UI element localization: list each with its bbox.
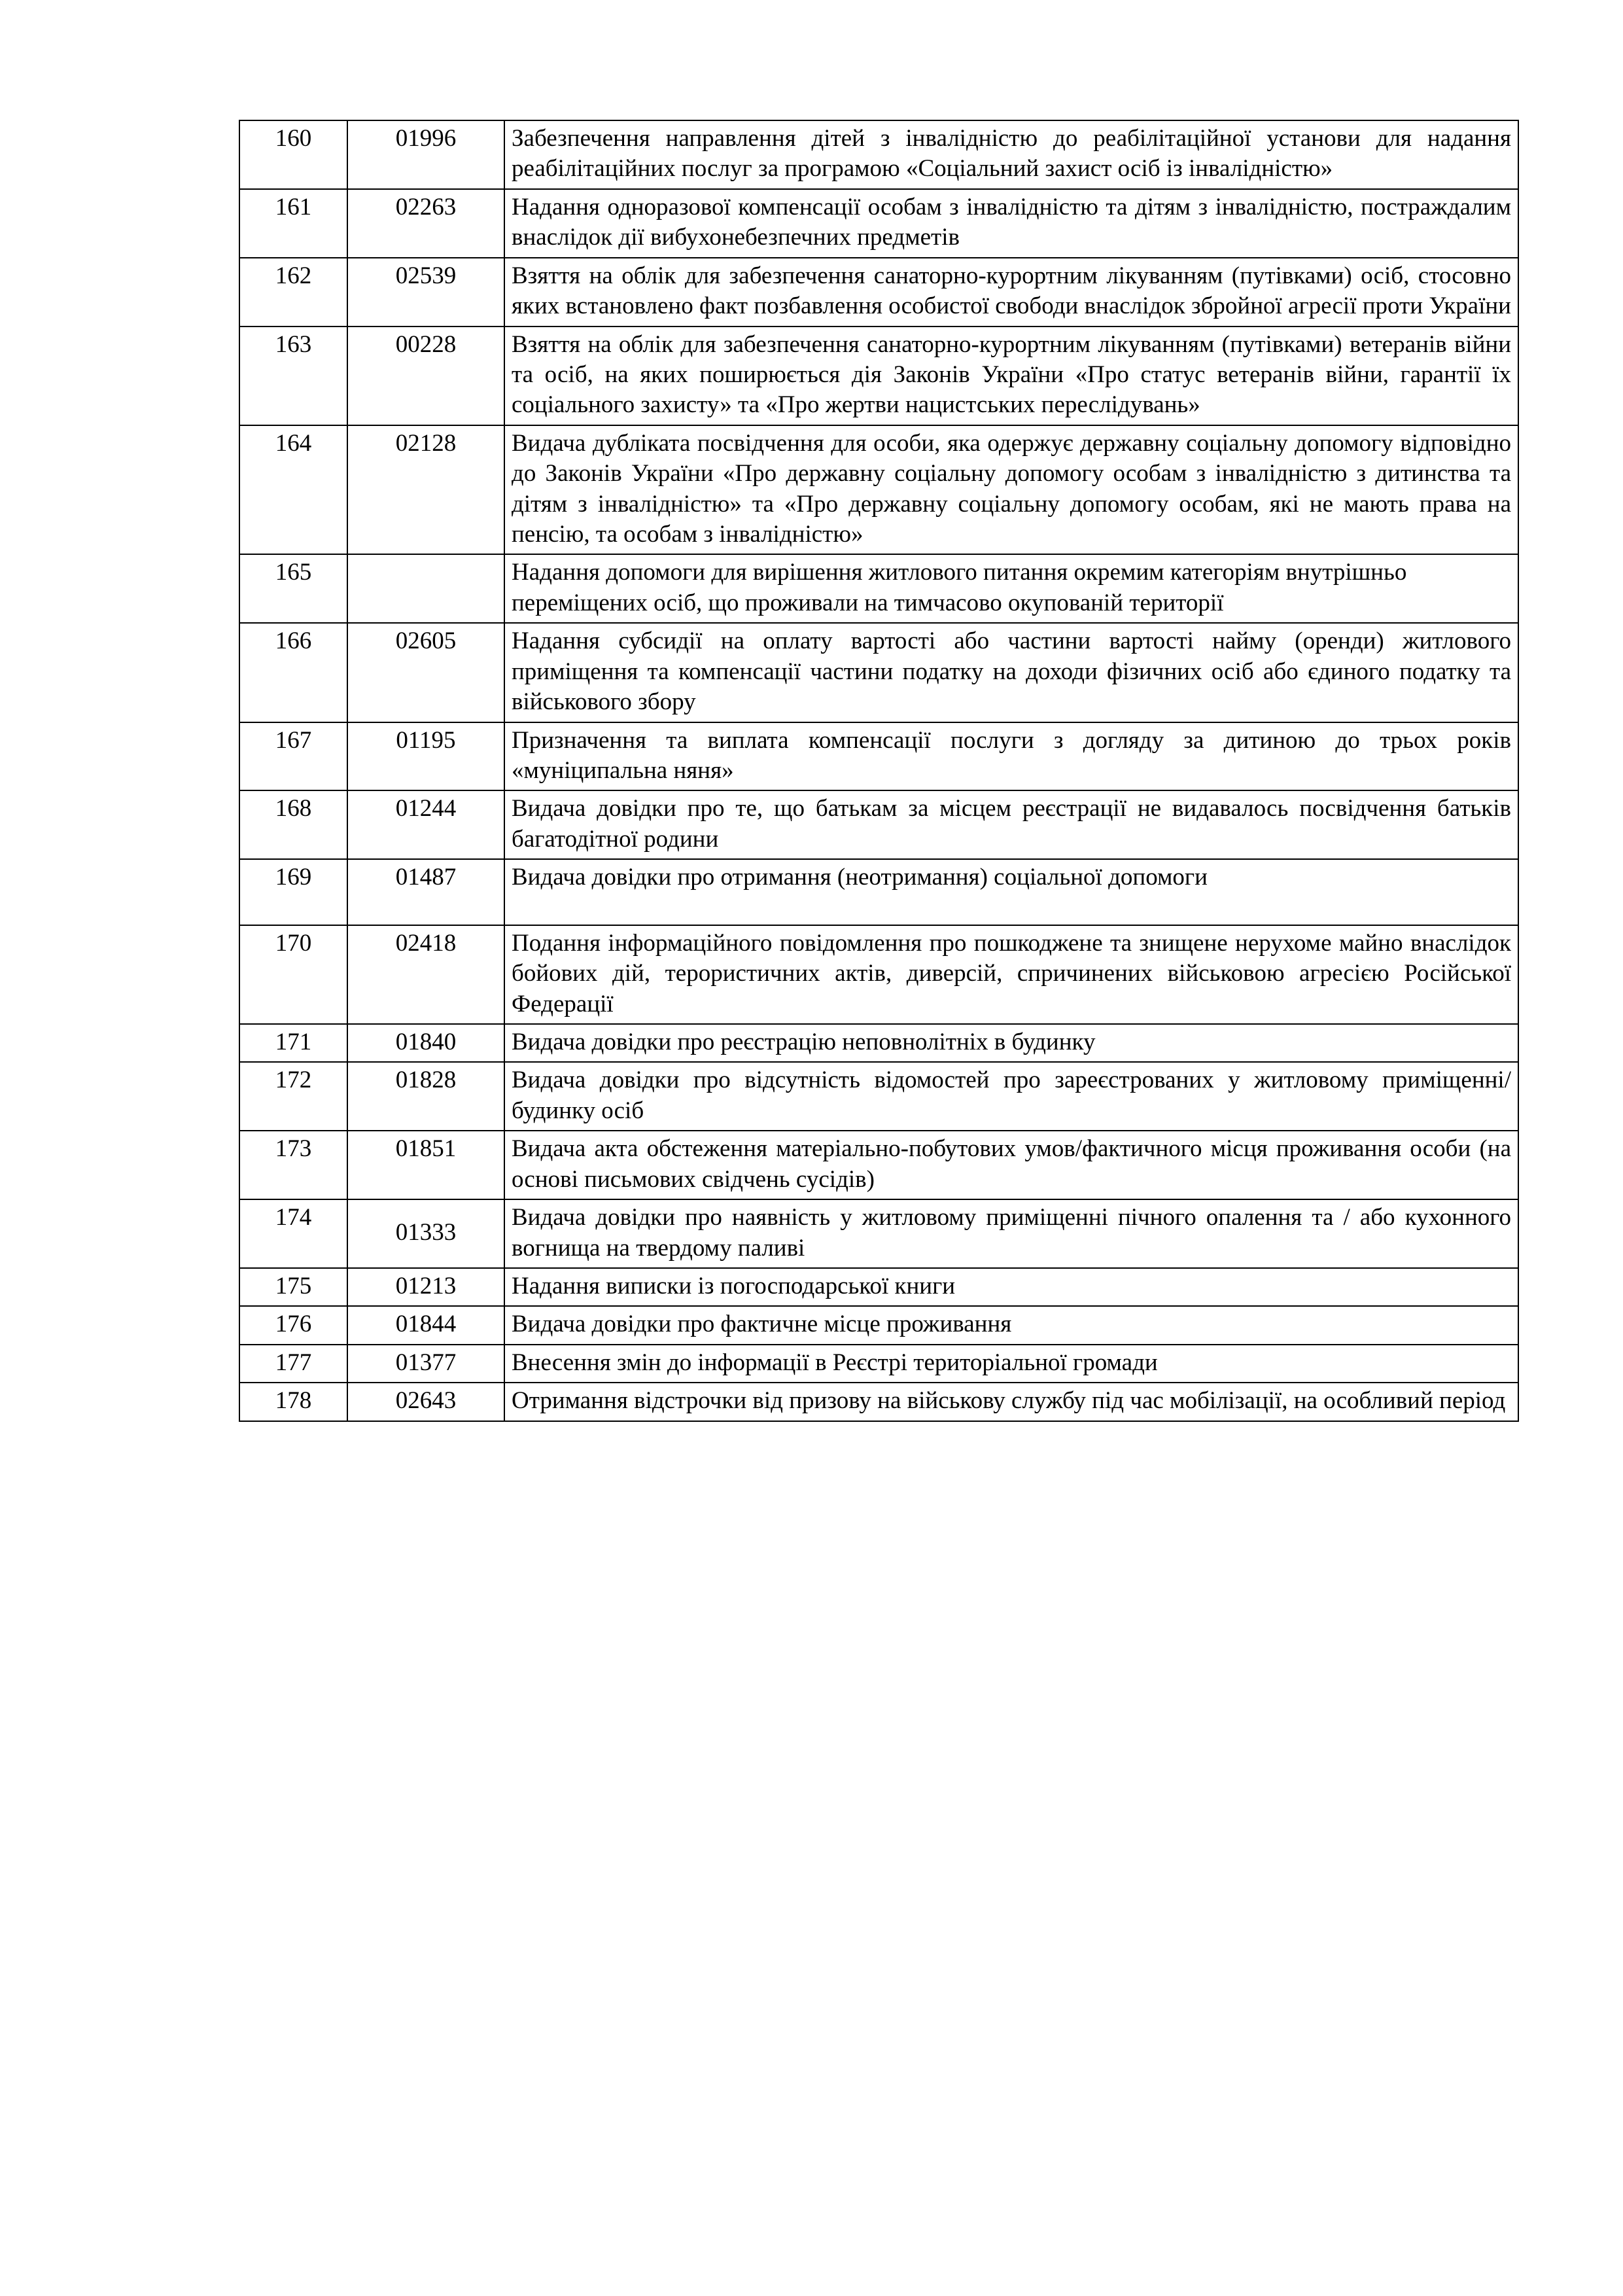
administrative-services-table [239,120,1519,1422]
table-row [239,1383,1518,1421]
service-description-cell: Внесення змін до інформації в Реєстрі територіальної громади [504,1345,1518,1383]
table-row [239,1268,1518,1306]
table-row [239,623,1518,722]
service-description-cell: Забезпечення направлення дітей з інвалідністю до реабілітаційної установи для надання реабілітаційних послуг за програмою «Соціальний захист осіб із інвалідністю» [504,120,1518,189]
service-description-cell: Видача довідки про те, що батькам за місцем реєстрації не видавалось посвідчення батьків багатодітної родини [504,790,1518,859]
row-number-cell: 168 [239,790,347,859]
service-description-cell: Призначення та виплата компенсації послуги з догляду за дитиною до трьох років «муніципальна няня» [504,722,1518,791]
service-description-cell: Взяття на облік для забезпечення санаторно-курортним лікуванням (путівками) осіб, стосовно яких встановлено факт позбавлення особистої свободи внаслідок збройної агресії проти України [504,258,1518,327]
service-description-cell [504,859,1518,925]
row-number-cell: 167 [239,722,347,791]
row-number-cell: 172 [239,1062,347,1131]
service-code-cell: 01851 [347,1131,504,1199]
table-row [239,1306,1518,1344]
row-number-cell: 177 [239,1345,347,1383]
table-row [239,120,1518,189]
service-code-cell: 02263 [347,189,504,258]
table-row [239,859,1518,925]
service-description-cell: Отримання відстрочки від призову на військову службу під час мобілізації, на особливий період [504,1383,1518,1421]
table-row [239,327,1518,425]
service-description-cell: Видача довідки про фактичне місце проживання [504,1306,1518,1344]
service-code-cell: 01377 [347,1345,504,1383]
table-row [239,1345,1518,1383]
service-code-cell: 01333 [347,1199,504,1268]
table-row [239,1062,1518,1131]
table-row [239,1199,1518,1268]
service-code-cell: 01996 [347,120,504,189]
table-row [239,925,1518,1024]
table-row [239,1024,1518,1062]
row-number-cell: 163 [239,327,347,425]
service-code-cell [347,554,504,623]
service-code-cell: 01244 [347,790,504,859]
service-description-cell: Надання одноразової компенсації особам з інвалідністю та дітям з інвалідністю, постраждалим внаслідок дії вибухонебезпечних предметів [504,189,1518,258]
table-row [239,1131,1518,1199]
service-code-cell: 01213 [347,1268,504,1306]
row-number-cell: 165 [239,554,347,623]
service-description-cell: Взяття на облік для забезпечення санаторно-курортним лікуванням (путівками) ветеранів війни та осіб, на яких поширюється дія Законів України «Про статус ветеранів війни, гарантії їх соціального захисту» та «Про жертви нацистських переслідувань» [504,327,1518,425]
service-code-cell: 02605 [347,623,504,722]
service-description-text: Видача довідки про отримання (неотримання) соціальної допомоги [512,864,1208,891]
service-description-cell: Надання виписки із погосподарської книги [504,1268,1518,1306]
row-number-cell: 162 [239,258,347,327]
service-code-cell: 01195 [347,722,504,791]
row-number-cell: 178 [239,1383,347,1421]
table-row [239,790,1518,859]
table-row [239,425,1518,555]
table-row [239,189,1518,258]
row-number-cell: 161 [239,189,347,258]
row-number-cell: 170 [239,925,347,1024]
service-code-cell: 01828 [347,1062,504,1131]
service-code-cell: 00228 [347,327,504,425]
service-description-cell: Видача довідки про реєстрацію неповнолітніх в будинку [504,1024,1518,1062]
service-code-cell: 02128 [347,425,504,555]
service-description-cell: Надання субсидії на оплату вартості або частини вартості найму (оренди) житлового приміщення та компенсації частини податку на доходи фізичних осіб або єдиного податку та військового збору [504,623,1518,722]
service-code-cell: 02539 [347,258,504,327]
service-code-cell: 01844 [347,1306,504,1344]
row-number-cell: 175 [239,1268,347,1306]
service-description-cell: Видача дубліката посвідчення для особи, яка одержує державну соціальну допомогу відповідно до Законів України «Про державну соціальну допомогу особам з інвалідністю з дитинства та дітям з інвалідністю» та «Про державну соціальну допомогу особам, які не мають права на пенсію, та особам з інвалідністю» [504,425,1518,555]
table-row [239,722,1518,791]
row-number-cell: 174 [239,1199,347,1268]
row-number-cell: 173 [239,1131,347,1199]
table-body [239,120,1518,1421]
service-description-cell: Видача довідки про відсутність відомостей про зареєстрованих у житловому приміщенні/будинку осіб [504,1062,1518,1131]
row-number-cell: 176 [239,1306,347,1344]
row-number-cell: 164 [239,425,347,555]
row-number-cell: 169 [239,859,347,925]
service-code-cell: 01840 [347,1024,504,1062]
service-description-cell: Надання допомоги для вирішення житлового питання окремим категоріям внутрішньо переміщених осіб, що проживали на тимчасово окупованій території [504,554,1518,623]
spacer-line [512,893,1511,921]
row-number-cell: 166 [239,623,347,722]
service-description-cell: Видача довідки про наявність у житловому приміщенні пічного опалення та / або кухонного вогнища на твердому паливі [504,1199,1518,1268]
row-number-cell: 160 [239,120,347,189]
table-row [239,258,1518,327]
service-description-cell: Подання інформаційного повідомлення про пошкоджене та знищене нерухоме майно внаслідок бойових дій, терористичних актів, диверсій, спричинених військовою агресією Російської Федерації [504,925,1518,1024]
service-description-cell: Видача акта обстеження матеріально-побутових умов/фактичного місця проживання особи (на основі письмових свідчень сусідів) [504,1131,1518,1199]
service-code-cell: 02643 [347,1383,504,1421]
table-row [239,554,1518,623]
service-code-cell: 02418 [347,925,504,1024]
service-code-cell: 01487 [347,859,504,925]
row-number-cell: 171 [239,1024,347,1062]
